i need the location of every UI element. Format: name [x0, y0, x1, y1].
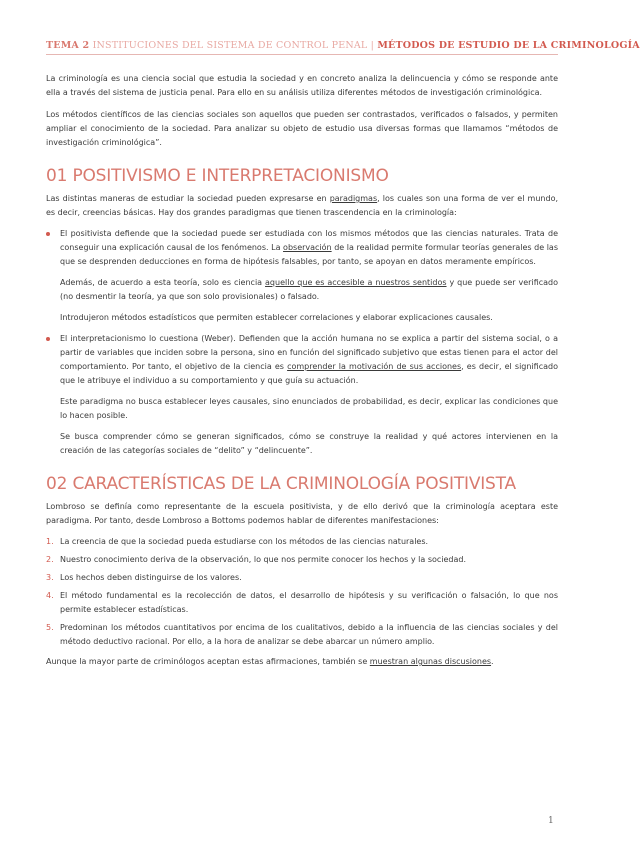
positivism-p3: Introdujeron métodos estadísticos que permiten establecer correlaciones y elaborar explicaciones causales. [60, 313, 493, 322]
item-number: 4. [46, 591, 54, 600]
item-number: 1. [46, 537, 54, 546]
characteristics-list [46, 535, 558, 649]
list-item: 5. Predominan los métodos cuantitativos por encima de los cualitativos, debido a la influencia de las ciencias sociales y del método deductivo racional. Por ello, a la hora de analizar se debe abarcar un número amplio. [46, 623, 558, 646]
interpretacionism-p1: El interpretacionismo lo cuestiona (Weber). Defienden que la acción humana no se explica a partir del sistema social, o a partir de variables que inciden sobre la persona, sino en función del significado subjetivo que estas tienen para el actor del comportamiento. Por tanto, el objetivo de la ciencia es comprender la motivación de sus acciones, es decir, el significado que le atribuye el individuo a su comportamiento y que guía su actuación. [60, 334, 558, 385]
item-number: 5. [46, 623, 54, 632]
page-header [46, 40, 640, 55]
list-item: 2. Nuestro conocimiento deriva de la observación, lo que nos permite conocer los hechos y la sociedad. [46, 553, 558, 567]
list-item: 3. Los hechos deben distinguirse de los valores. [46, 571, 558, 585]
list-item-positivism [46, 227, 558, 325]
bullet-icon [46, 232, 50, 236]
interpretacionism-p3: Se busca comprender cómo se generan significados, cómo se construye la realidad y qué actores intervienen en la creación de las categorías sociales de “delito” y “delincuente”. [60, 432, 558, 455]
section-2-number: 02 [46, 474, 68, 494]
observacion-term: observación [283, 243, 332, 252]
positivism-p1: El positivista defiende que la sociedad puede ser estudiada con los mismos métodos que las ciencias naturales. Trata de conseguir una explicación causal de los fenómenos. La observación de la realidad permite formular teorías generales de las que se desprenden deducciones en forma de hipótesis falsables, por tanto, se apoyan en datos meramente empíricos. [60, 229, 559, 266]
senses-term: aquello que es accesible a nuestros sentidos [265, 278, 447, 287]
intro-paragraph-2: Los métodos científicos de las ciencias sociales son aquellos que pueden ser contrastados, verificados o falsados, y permiten ampliar el conocimiento de la sociedad. Para analizar su objeto de estudio usa diversas formas que llamamos “métodos de investigación criminológica”. [46, 110, 558, 147]
list-item: 1. La creencia de que la sociedad pueda estudiarse con los métodos de las ciencias naturales. [46, 535, 558, 549]
section-2-title: CARACTERÍSTICAS DE LA CRIMINOLOGÍA POSITIVISTA [72, 474, 516, 494]
item-number: 2. [46, 555, 54, 564]
discussions-term: muestran algunas discusiones [369, 657, 492, 666]
interpretacionism-p2: Este paradigma no busca establecer leyes causales, sino enunciados de probabilidad, es decir, explicar las condiciones que lo hacen posible. [60, 397, 558, 420]
list-item: 4. El método fundamental es la recolección de datos, el desarrollo de hipótesis y su verificación o falsación, lo que nos permite establecer estadísticas. [46, 591, 558, 614]
bullet-icon [46, 337, 50, 341]
paradigmas-term: paradigmas [329, 194, 378, 203]
document-body [46, 72, 558, 676]
header-tema: TEMA 2 [46, 40, 90, 51]
header-topic: MÉTODOS DE ESTUDIO DE LA CRIMINOLOGÍA [377, 40, 640, 51]
page-number: 1 [548, 816, 554, 826]
item-number: 3. [46, 573, 54, 582]
header-section: INSTITUCIONES DEL SISTEMA DE CONTROL PENAL [92, 40, 368, 51]
section-1-intro: Las distintas maneras de estudiar la sociedad pueden expresarse en paradigmas, los cuales son una forma de ver el mundo, es decir, creencias básicas. Hay dos grandes paradigmas que tienen trascendencia en la criminología: [46, 194, 559, 217]
section-1-heading [46, 166, 558, 186]
list-item-interpretacionism [46, 332, 558, 458]
positivism-p2: Además, de acuerdo a esta teoría, solo es ciencia aquello que es accesible a nuestros sentidos y que puede ser verificado (no desmentir la teoría, ya que son solo provisionales) o falsado. [60, 278, 559, 301]
section-1-title: POSITIVISMO E INTERPRETACIONISMO [72, 166, 389, 186]
motivation-term: comprender la motivación de sus acciones [287, 362, 462, 371]
section-2-intro: Lombroso se definía como representante de la escuela positivista, y de ello derivó que la criminología aceptara este paradigma. Por tanto, desde Lombroso a Bottoms podemos hablar de diferentes manifestaciones: [46, 502, 558, 525]
closing-paragraph: Aunque la mayor parte de criminólogos aceptan estas afirmaciones, también se muestran algunas discusiones. [46, 657, 494, 666]
header-separator: | [370, 40, 375, 51]
section-1-number: 01 [46, 166, 68, 186]
section-2-heading [46, 474, 558, 494]
intro-paragraph-1: La criminología es una ciencia social que estudia la sociedad y en concreto analiza la delincuencia y cómo se responde ante ella a través del sistema de justicia penal. Para ello en su análisis utiliza diferentes métodos de investigación criminológica. [46, 74, 558, 97]
paradigm-list [46, 227, 558, 458]
